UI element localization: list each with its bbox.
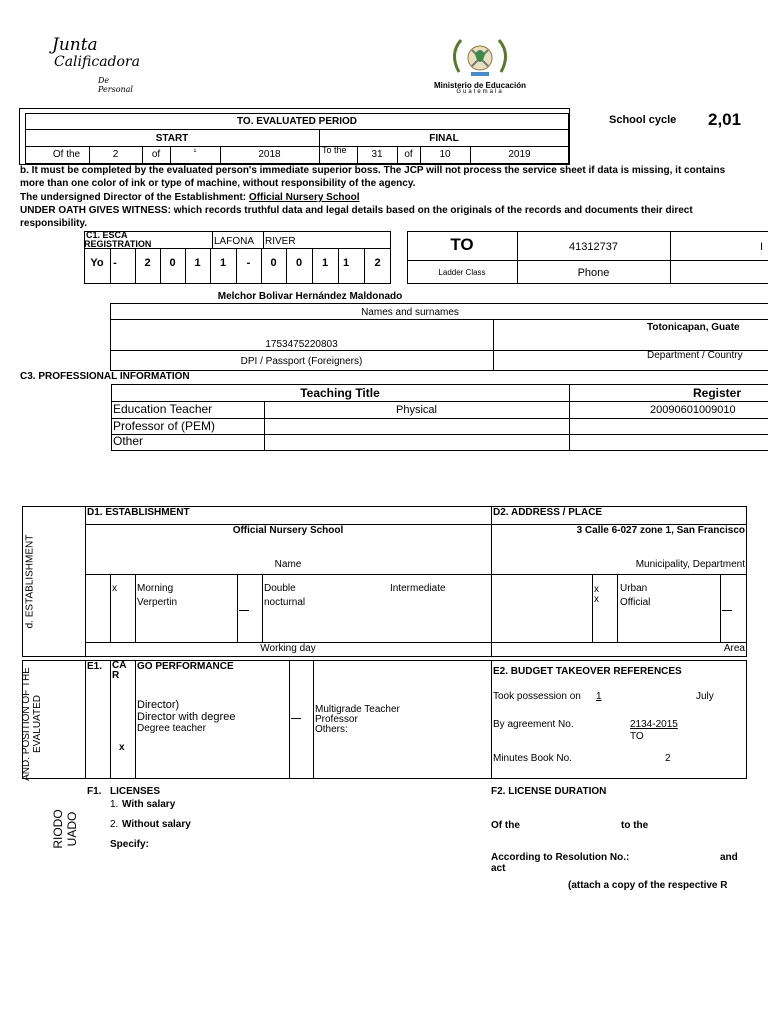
reg-digit-6: 1	[219, 257, 227, 269]
d2-label: D2. ADDRESS / PLACE	[493, 507, 603, 518]
degree-teacher-option: Degree teacher	[137, 723, 206, 734]
phone-value: 41312737	[569, 241, 618, 253]
area-label: Area	[723, 643, 745, 654]
lafona-label: LAFONA	[214, 236, 255, 247]
official-check: x	[594, 594, 599, 605]
logo-line3: De Personal	[98, 76, 133, 94]
note-b: b. It must be completed by the evaluated person's immediate superior boss. The JCP will not process the service sheet if data is missing, it contains more than one color of ink or type of machine, without responsibility of the agency.	[20, 165, 726, 189]
start-day: 2	[112, 149, 119, 160]
title-row-2: Professor of (PEM)	[113, 419, 216, 433]
reg-digit-7: -	[246, 257, 251, 269]
c1-label: C1. ESCA	[86, 230, 128, 240]
to-the-label: To the	[322, 145, 347, 155]
others-option: Others:	[315, 724, 348, 735]
director-option: Director)	[137, 699, 180, 711]
department-value: Totonicapan, Guate	[647, 322, 740, 333]
name-label: Name	[274, 559, 302, 570]
go-performance-label: GO PERFORMANCE	[137, 661, 234, 672]
official-option: Official	[620, 597, 651, 608]
multigrade-option: Multigrade Teacher	[315, 704, 400, 715]
c3-title: C3. PROFESSIONAL INFORMATION	[20, 371, 190, 382]
oath-statement: UNDER OATH GIVES WITNESS: which records truthful data and legal details based on the originals of the records and documents their direct responsibility.	[20, 205, 693, 229]
with-salary-number: 1.	[110, 799, 119, 810]
ladder-class-label: Ladder Class	[438, 268, 486, 277]
department-label: Department / Country	[647, 350, 743, 361]
start-year: 2018	[258, 149, 281, 160]
dpi-value: 1753475220803	[265, 339, 338, 350]
guatemala-seal-icon	[445, 32, 515, 82]
reg-digit-5: 1	[194, 257, 201, 269]
municipality-label: Municipality, Department	[635, 559, 745, 570]
evaluated-name: Melchor Bolivar Hernández Maldonado	[217, 291, 403, 302]
logo-line2: Calificadora	[54, 54, 140, 70]
d-side-label: d. ESTABLISHMENT	[24, 534, 36, 629]
f1-label: F1.	[87, 786, 102, 797]
minutes-book-number: 2	[665, 753, 671, 764]
without-salary-label: Without salary	[122, 819, 191, 830]
ladder-class-value: TO	[450, 235, 474, 254]
professor-option: Professor	[315, 714, 358, 725]
of-label-2: of	[404, 149, 413, 160]
river-label: RIVER	[265, 236, 296, 247]
shift-check: x	[112, 583, 117, 594]
of-label-1: of	[151, 149, 161, 160]
specify-label: Specify:	[110, 839, 149, 850]
title-row-3: Other	[113, 434, 144, 448]
dpi-label: DPI / Passport (Foreigners)	[240, 356, 363, 367]
nocturnal-option: nocturnal	[264, 597, 306, 608]
director-school: Official Nursery School	[248, 192, 360, 203]
reg-digit-9: 0	[295, 257, 303, 269]
director-statement	[20, 192, 360, 203]
licenses-label: LICENSES	[110, 786, 161, 797]
establishment-name: Official Nursery School	[232, 525, 344, 536]
d1-label: D1. ESTABLISHMENT	[87, 507, 190, 518]
ministry-name: Ministerio de Educación	[433, 81, 526, 90]
establishment-address: 3 Calle 6-027 zone 1, San Francisco	[576, 525, 745, 536]
junta-calificadora-logo	[50, 36, 140, 96]
minutes-book-label: Minutes Book No.	[493, 753, 572, 764]
end-day: 31	[371, 149, 383, 160]
intermediate-option: Intermediate	[390, 583, 446, 594]
title-row-1: Education Teacher	[113, 402, 213, 416]
urban-option: Urban	[620, 583, 648, 594]
names-label: Names and surnames	[361, 307, 459, 318]
final-label: FINAL	[429, 133, 459, 144]
urban-check: x	[594, 584, 599, 595]
of-the-label: Of the	[52, 149, 81, 160]
f-side-label-2: UADO	[65, 811, 79, 847]
double-option: Double	[264, 583, 296, 594]
director-prefix: The undersigned Director of the Establishment:	[20, 192, 249, 203]
ministry-country: Guatemala	[456, 89, 504, 95]
agreement-to: TO	[630, 731, 644, 742]
reg-digit-4: 0	[169, 257, 176, 269]
license-of-the-label: Of the	[491, 820, 520, 831]
cut-off-field: I	[760, 241, 764, 253]
f-side-label-1: RIODO	[51, 809, 65, 849]
reg-digit-12: 2	[374, 257, 381, 269]
school-cycle-value: 2,01	[708, 110, 742, 129]
end-month: 10	[439, 149, 451, 160]
reg-digit-1: Yo	[90, 257, 104, 269]
reg-digit-11: 1	[342, 257, 350, 269]
title-row-1-spec: Physical	[396, 404, 437, 416]
start-label: START	[155, 133, 189, 144]
register-header: Register	[693, 386, 742, 400]
resolution-act: act	[491, 863, 506, 874]
agreement-label: By agreement No.	[493, 719, 574, 730]
registration-label: REGISTRATION	[84, 240, 152, 248]
resolution-label: According to Resolution No.:	[491, 852, 630, 863]
school-cycle-label: School cycle	[609, 114, 677, 126]
agreement-number: 2134-2015	[630, 719, 678, 730]
e1-label: E1.	[87, 661, 103, 672]
director-degree-option: Director with degree	[137, 711, 236, 723]
position-check: x	[119, 742, 125, 753]
phone-label: Phone	[577, 267, 610, 279]
e2-label: E2. BUDGET TAKEOVER REFERENCES	[493, 666, 682, 677]
working-day-label: Working day	[260, 643, 316, 654]
end-year: 2019	[508, 149, 531, 160]
resolution-and: and	[720, 852, 738, 863]
period-header: TO. EVALUATED PERIOD	[236, 116, 357, 127]
with-salary-label: With salary	[122, 799, 176, 810]
f2-label: F2. LICENSE DURATION	[491, 786, 607, 797]
attach-note: (attach a copy of the respective R	[568, 880, 728, 891]
reg-digit-10: 1	[321, 257, 329, 269]
morning-option: Morning	[137, 583, 174, 594]
without-salary-number: 2.	[110, 819, 119, 830]
took-possession-month: July	[696, 691, 714, 702]
start-month: ¹	[193, 147, 197, 156]
car-label: CA R	[112, 660, 127, 681]
logo-line1: Junta	[52, 35, 98, 55]
teaching-title-header: Teaching Title	[300, 386, 380, 400]
took-possession-label: Took possession on	[493, 691, 581, 702]
verpertin-option: Verpertin	[137, 597, 178, 608]
license-to-the-label: to the	[621, 820, 649, 831]
title-row-1-register: 20090601009010	[650, 404, 736, 416]
took-possession-day: 1	[596, 691, 602, 702]
reg-digit-8: 0	[270, 257, 277, 269]
reg-digit-3: 2	[144, 257, 151, 269]
e-side-label: AND. POSITION OF THE EVALUATED	[21, 667, 43, 781]
reg-digit-2: -	[113, 257, 117, 269]
